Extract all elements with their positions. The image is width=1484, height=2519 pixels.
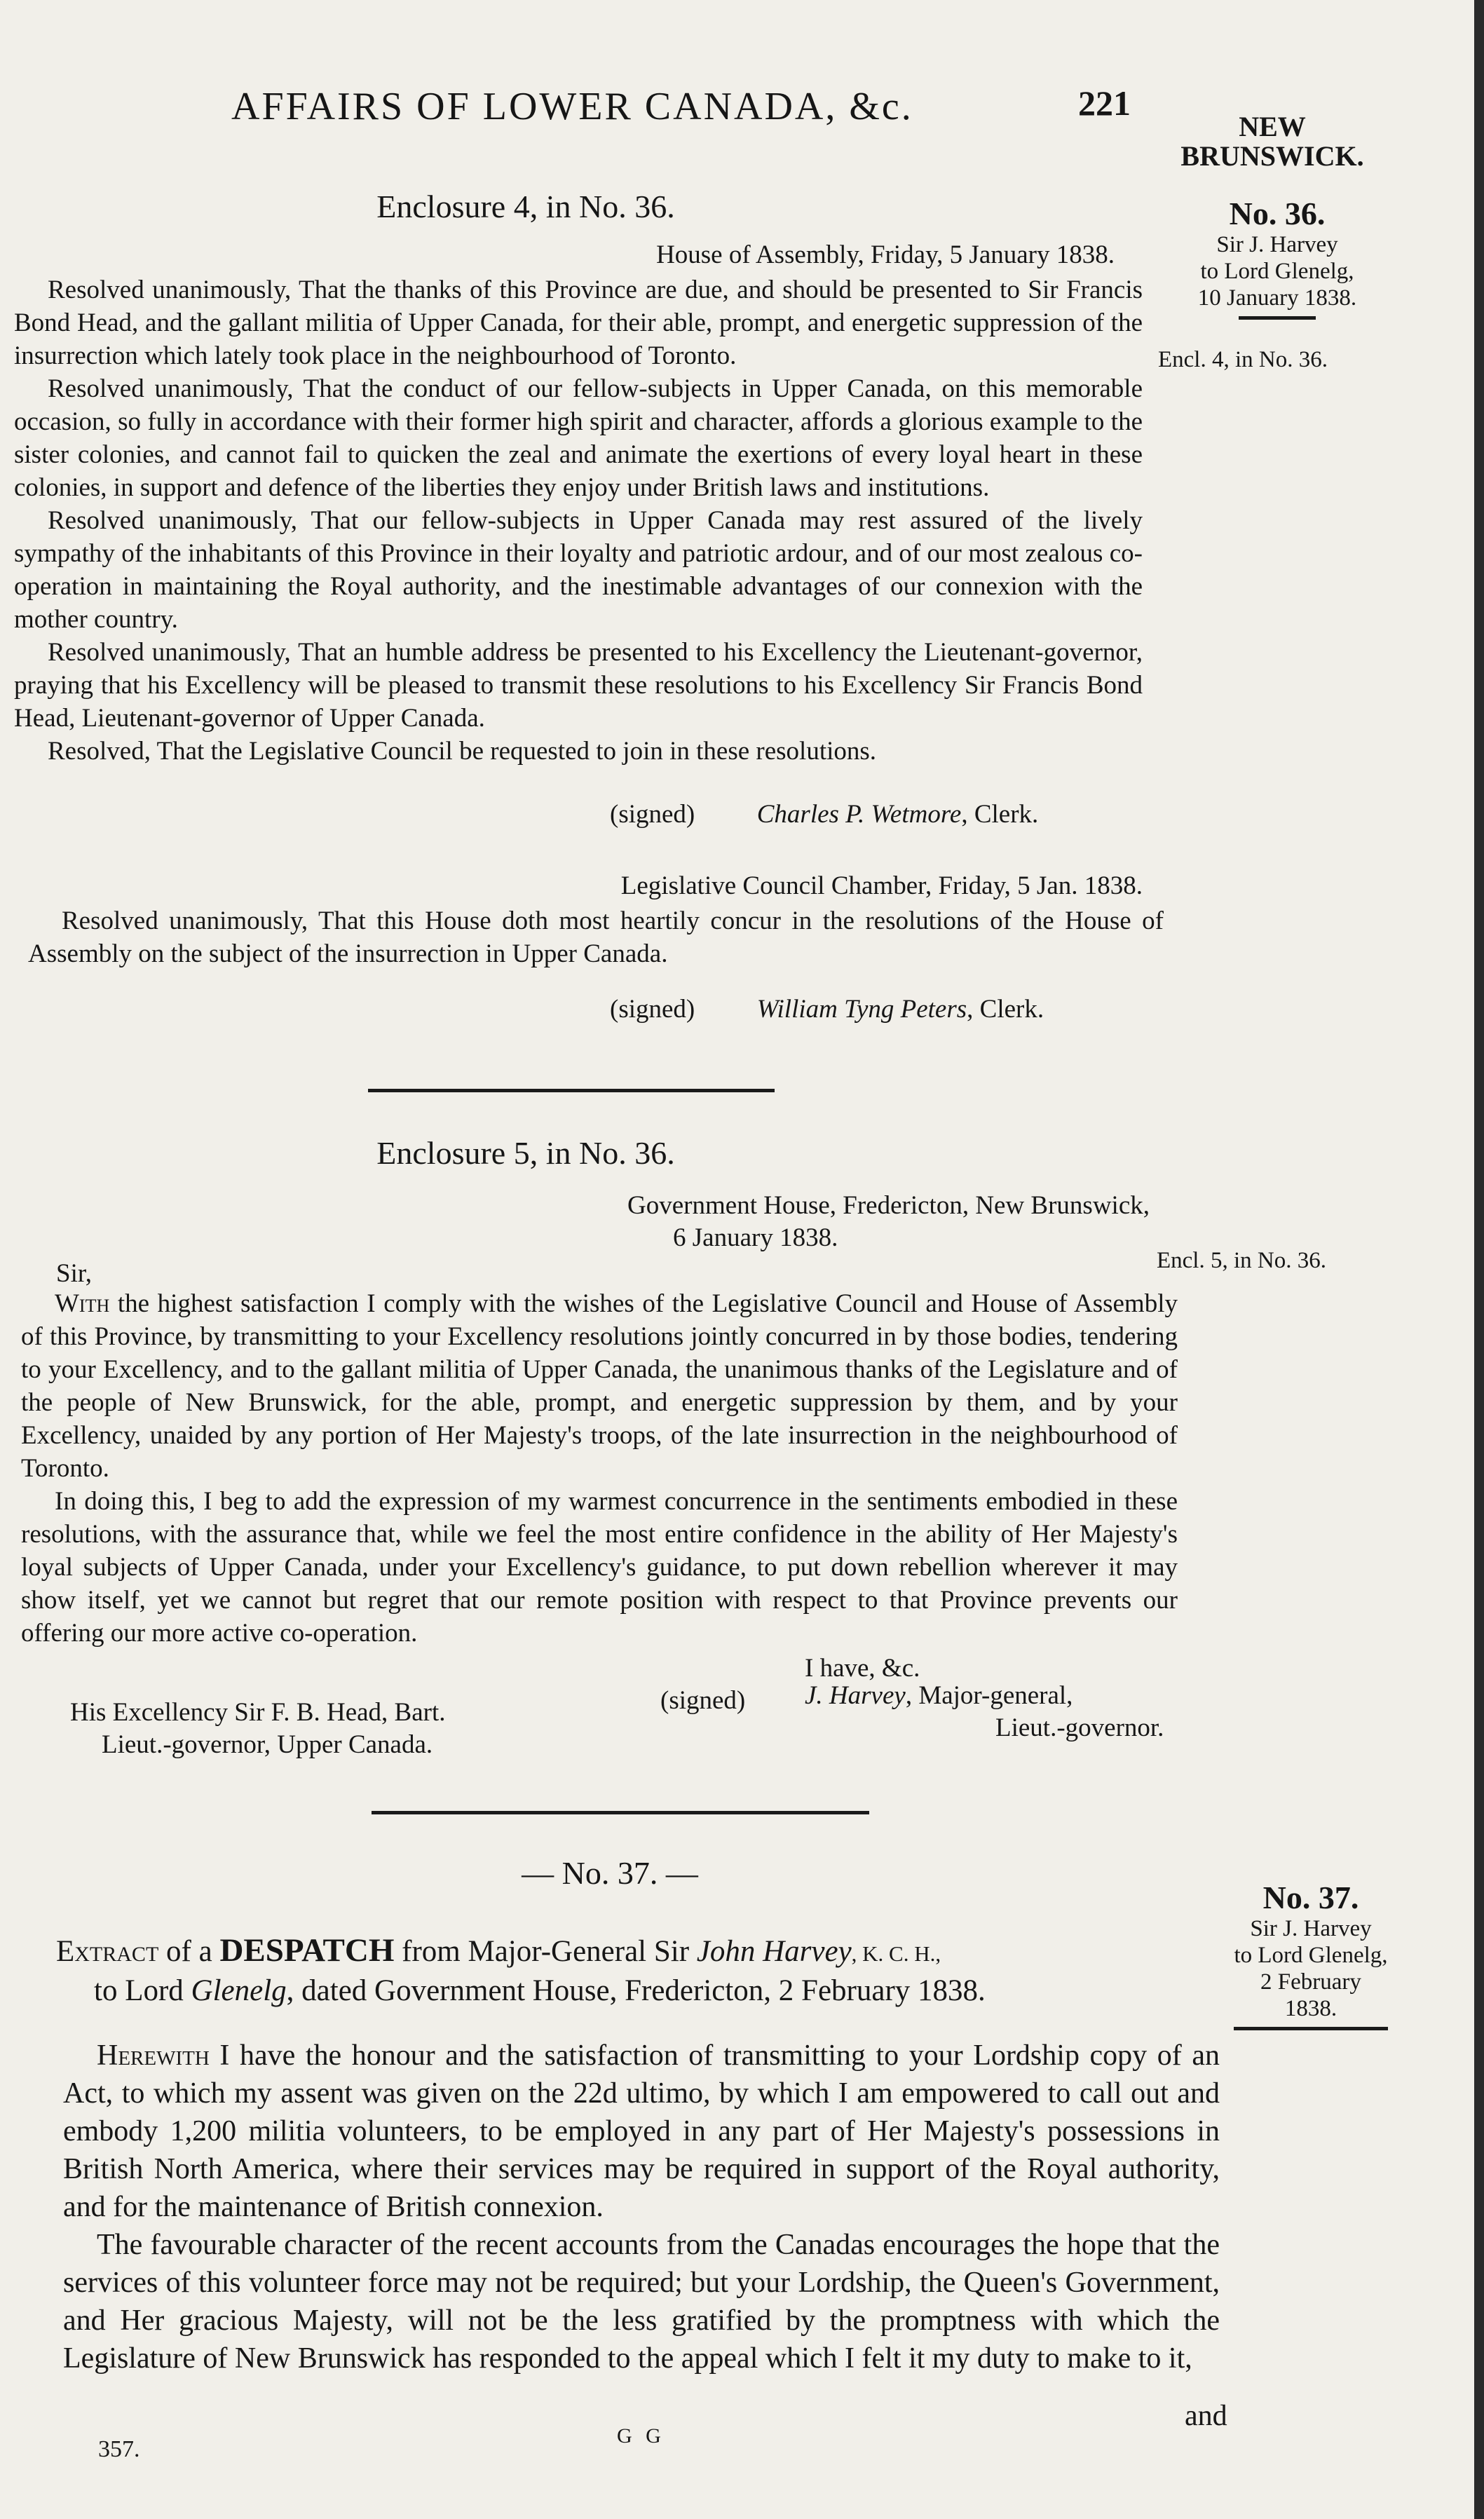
despatch-body — [63, 2037, 1220, 2377]
enclosure5-dateline-place: Government House, Fredericton, New Brunswick, — [627, 1191, 1150, 1220]
margin-rule — [1239, 316, 1316, 320]
enclosure5-signature — [805, 1680, 1164, 1745]
section-divider — [368, 1089, 775, 1092]
title-despatch: DESPATCH — [219, 1932, 395, 1969]
margin-no37-from: Sir J. Harvey — [1250, 1916, 1372, 1941]
paragraph-text: I have the honour and the satisfaction of transmitting to your Lordship copy of an Act, to which my assent was given on the 22d ultimo, by which I am empowered to call out and embody 1,200 militia volunteers, to be employed in any part of Her Majesty's possessions in British North America, where their services may be required in support of the Royal authority, and for the maintenance of British connexion. — [63, 2039, 1220, 2223]
catchword: and — [1185, 2400, 1227, 2432]
margin-note-no37 — [1234, 1879, 1388, 2030]
enclosure5-dateline — [421, 1190, 1150, 1255]
margin-rule — [1234, 2027, 1388, 2030]
title-text: from Major-General Sir — [394, 1935, 697, 1968]
council-resolution: Resolved unanimously, That this House doth most heartily concur in the resolutions of the House of Assembly on the subject of the insurrection in Upper Canada. — [28, 907, 1164, 968]
signer-name: Charles P. Wetmore — [756, 800, 962, 829]
margin-section-title: NEW BRUNSWICK. — [1180, 111, 1364, 172]
enclosure4-signature — [610, 799, 1038, 829]
margin-no37-number: No. 37. — [1262, 1880, 1359, 1915]
signer-name: William Tyng Peters — [756, 995, 967, 1024]
paragraph-lead: Herewith — [97, 2039, 210, 2072]
margin-note-no36 — [1172, 195, 1382, 320]
title-text: to Lord — [94, 1974, 191, 2008]
salutation: Sir, — [56, 1259, 92, 1288]
council-signature — [610, 994, 1044, 1024]
sheet-number: 357. — [98, 2436, 140, 2462]
council-dateline: Legislative Council Chamber, Friday, 5 Jan. 1838. — [620, 871, 1143, 900]
signed-label: (signed) — [610, 800, 695, 829]
resolution-paragraph: Resolved unanimously, That the thanks of this Province are due, and should be presented to Sir Francis Bond Head, and the gallant militia of Upper Canada, for their able, prompt, and energetic suppression of the insurrection which lately took place in the neighbourhood of Toronto. — [14, 276, 1143, 370]
enclosure5-heading: Enclosure 5, in No. 36. — [376, 1135, 675, 1171]
despatch-paragraph: The favourable character of the recent accounts from the Canadas encourages the hope that the services of this volunteer force may not be required; but your Lordship, the Queen's Government, and Her gracious Majesty, will not be the less gratified by the promptness with which the Legislature of New Brunswick has responded to the appeal which I felt it my duty to make to it, — [63, 2229, 1220, 2375]
signed-label: (signed) — [610, 995, 695, 1024]
closing: I have, &c. — [805, 1654, 920, 1683]
running-title: AFFAIRS OF LOWER CANADA, &c. — [231, 85, 913, 128]
addressee — [70, 1697, 446, 1762]
no37-heading: — No. 37. — — [522, 1855, 698, 1891]
signed-label: (signed) — [660, 1686, 746, 1715]
margin-no37-date: 2 February 1838. — [1260, 1969, 1361, 2021]
margin-no36-to: to Lord Glenelg, — [1200, 258, 1354, 284]
paragraph-text: the highest satisfaction I comply with the wishes of the Legislative Council and House of Assembly of this Province, by transmitting to your Excellency resolutions jointly concurred in by those bodies, tendering to your Excellency, and to the gallant militia of Upper Canada, the unanimous thanks of the Legislature and of the people of New Brunswick, for the able, prompt, and energetic suppression by them, and by your Excellency, unaided by any portion of Her Majesty's troops, of the late insurrection in the neighbourhood of Toronto. — [21, 1289, 1178, 1483]
margin-no37-to: to Lord Glenelg, — [1234, 1942, 1388, 1968]
title-text: of a — [158, 1935, 220, 1968]
title-honours: , K. C. H., — [851, 1941, 941, 1966]
resolution-paragraph: Resolved unanimously, That the conduct of our fellow-subjects in Upper Canada, on this memorable occasion, so fully in accordance with their former high spirit and character, affords a glorious example to the sister colonies, and cannot fail to quicken the zeal and animate the exertions of every loyal heart in these colonies, in support and defence of the liberties they enjoy under British laws and institutions. — [14, 374, 1143, 502]
section-divider — [372, 1811, 869, 1814]
enclosure4-resolutions — [14, 273, 1143, 768]
signer-title: , Major-general, — [905, 1681, 1073, 1710]
title-extract: Extract — [56, 1935, 159, 1968]
enclosure5-letter — [21, 1287, 1178, 1650]
signer-title: , Clerk. — [967, 995, 1044, 1024]
margin-encl4-note: Encl. 4, in No. 36. — [1158, 347, 1328, 372]
page-edge — [1474, 0, 1484, 2519]
signer-title: , Clerk. — [961, 800, 1039, 829]
enclosure4-dateline: House of Assembly, Friday, 5 January 1838. — [656, 240, 1115, 269]
signer-name: J. Harvey — [805, 1681, 906, 1710]
resolution-paragraph: Resolved unanimously, That an humble address be presented to his Excellency the Lieutenant-governor, praying that his Excellency will be pleased to transmit these resolutions to his Excellency Sir Francis Bond Head, Lieutenant-governor of Upper Canada. — [14, 638, 1143, 733]
title-sender: John Harvey — [696, 1935, 852, 1968]
margin-no36-from: Sir J. Harvey — [1216, 232, 1338, 257]
margin-no36-date: 10 January 1838. — [1197, 285, 1357, 311]
resolution-paragraph: Resolved unanimously, That our fellow-subjects in Upper Canada may rest assured of the lively sympathy of the inhabitants of this Province in their loyalty and patriotic ardour, and of our most zealous co-operation in maintaining the Royal authority, and the inestimable advantages of our connexion with the mother country. — [14, 506, 1143, 634]
enclosure5-dateline-date: 6 January 1838. — [673, 1223, 838, 1253]
margin-encl5-note: Encl. 5, in No. 36. — [1157, 1248, 1326, 1273]
letter-paragraph — [21, 1287, 1178, 1485]
addressee-title: Lieut.-governor, Upper Canada. — [102, 1730, 433, 1760]
signature-mark: G G — [617, 2424, 665, 2447]
title-text: , dated Government House, Fredericton, 2 February 1838. — [286, 1974, 986, 2008]
enclosure4-heading: Enclosure 4, in No. 36. — [376, 189, 675, 224]
despatch-paragraph — [63, 2037, 1220, 2226]
title-recipient: Glenelg — [191, 1974, 287, 2008]
signer-title-2: Lieut.-governor. — [995, 1713, 1164, 1743]
letter-paragraph: In doing this, I beg to add the expression of my warmest concurrence in the sentiments embodied in these resolutions, with the assurance that, while we feel the most entire confidence in the ability of Her Majesty's loyal subjects of Upper Canada, under your Excellency's guidance, to put down rebellion wherever it may show itself, yet we cannot but regret that our remote position with respect to that Province prevents our offering our more active co-operation. — [21, 1487, 1178, 1648]
margin-no36-number: No. 36. — [1229, 196, 1326, 231]
resolution-paragraph: Resolved, That the Legislative Council be requested to join in these resolutions. — [48, 737, 877, 766]
addressee-name: His Excellency Sir F. B. Head, Bart. — [70, 1698, 446, 1727]
paragraph-lead: With — [55, 1289, 110, 1318]
page-number: 221 — [1078, 83, 1131, 123]
despatch-title — [56, 1929, 1220, 2010]
